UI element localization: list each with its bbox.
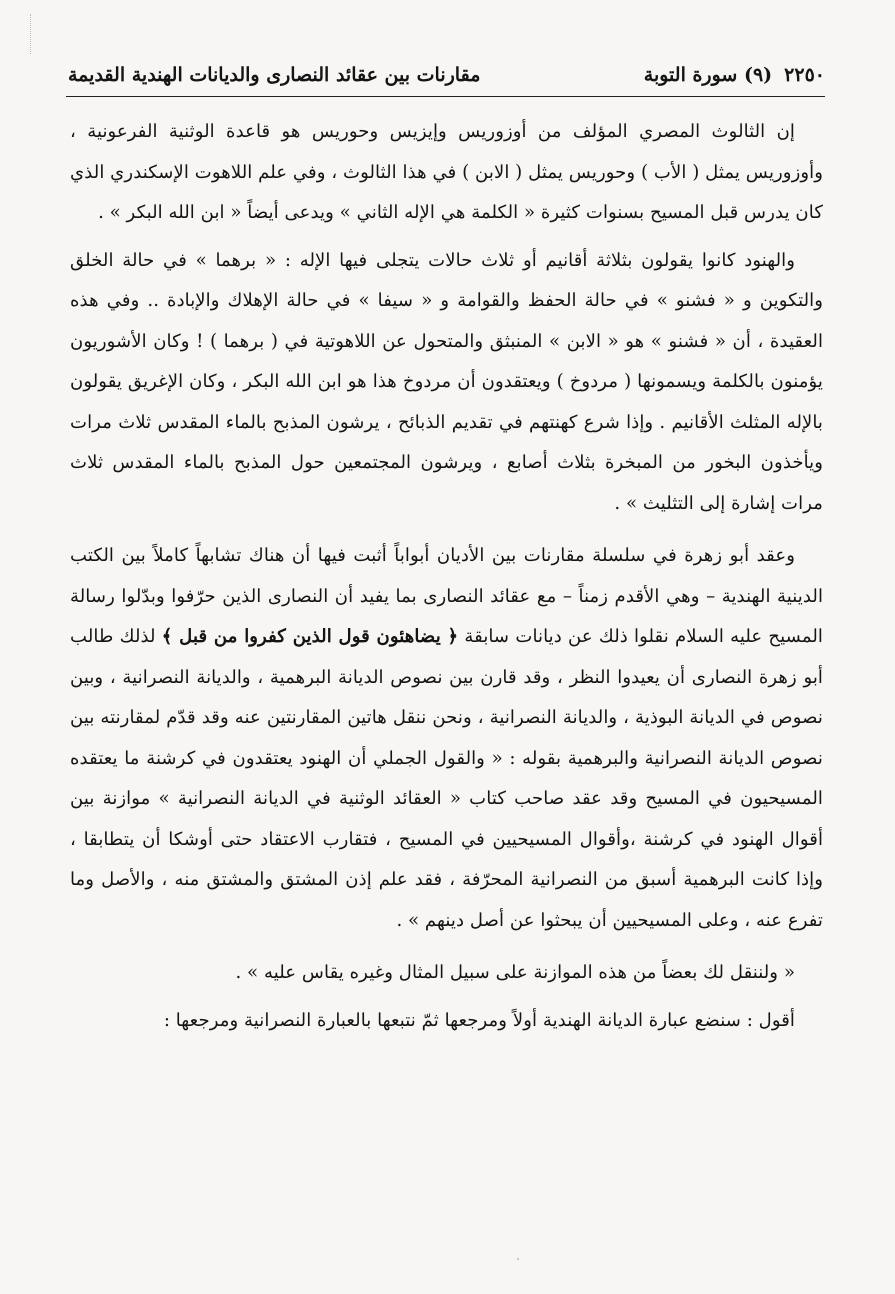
chapter-title: مقارنات بين عقائد النصارى والديانات الهندية القديمة [68, 64, 481, 86]
paragraph-5: أقول : سنضع عبارة الديانة الهندية أولاً ومرجعها ثمّ نتبعها بالعبارة النصرانية ومرجعها : [163, 1009, 795, 1031]
paragraph-3 [70, 536, 823, 941]
paragraph-2: والهنود كانوا يقولون بثلاثة أقانيم أو ثلاث حالات يتجلى فيها الإله : « برهما » في حالة الخلق والتكوين و « فشنو » في حالة الحفظ والقوامة و « سيفا » في حالة الإهلاك والإبادة .. وفي هذه العقيدة ، أن « فشنو » هو « الابن » المنبثق والمتحول عن اللاهوتية في ( برهما ) ! وكان الأشوريون يؤمنون بالكلمة ويسمونها ( مردوخ ) ويعتقدون أن مردوخ هذا هو ابن الله البكر ، وكان الإغريق يقولون بالإله المثلث الأقانيم . وإذا شرع كهنتهم في تقديم الذبائح ، يرشون المذبح بالماء المقدس ثلاث مرات ويأخذون البخور من المبخرة بثلاث أصابع ، ويرشون المجتمعين حول المذبح بالماء المقدس ثلاث مرات إشارة إلى التثليث » . [70, 249, 823, 514]
page-body [70, 112, 823, 1048]
running-header [68, 58, 825, 92]
scan-edge-marks [30, 14, 37, 54]
scan-speck [517, 1258, 519, 1260]
paragraph-3-before: وعقد أبو زهرة في سلسلة مقارنات بين الأديان أبواباً أثبت فيها أن هناك تشابهاً كاملاً بين الكتب الدينية الهندية – وهي الأقدم زمناً – مع عقائد النصارى بما يفيد أن النصارى الذين حرّفوا وبدّلوا رسالة المسيح عليه السلام نقلوا ذلك عن ديانات سابقة [70, 545, 823, 647]
surah-label: (٩) سورة التوبة [643, 64, 773, 86]
paragraph-4: « ولننقل لك بعضاً من هذه الموازنة على سبيل المثال وغيره يقاس عليه » . [235, 962, 795, 983]
page-number: ٢٢٥٠ [784, 64, 825, 86]
header-page-info [644, 64, 825, 86]
paragraph-3-after: لذلك طالب أبو زهرة النصارى أن يعيدوا النظر ، وقد قارن بين نصوص الديانة البرهمية ، والديانة النصرانية ، وبين نصوص في الديانة البوذية ، والديانة النصرانية ، ونحن ننقل هاتين المقارنتين عنه وقد قدّم لمقارنته بين نصوص الديانة النصرانية والبرهمية بقوله : « والقول الجملي أن الهنود يعتقدون في كرشنة ما يعتقده المسيحيون في المسيح وقد عقد صاحب كتاب « العقائد الوثنية في الديانة النصرانية » موازنة بين أقوال الهنود في كرشنة ،وأقوال المسيحيين في المسيح ، فتقارب الاعتقاد حتى أوشكا أن يتطابقا ، وإذا كانت البرهمية أسبق من النصرانية المحرّفة ، فقد علم إذن المشتق والمشتق منه ، والأصل وما تفرع عنه ، وعلى المسيحيين أن يبحثوا عن أصل دينهم » . [70, 626, 823, 931]
quran-quote: ﴿ يضاهئون قول الذين كفروا من قبل ﴾ [161, 626, 459, 647]
header-divider [66, 96, 825, 97]
paragraph-1: إن الثالوث المصري المؤلف من أوزوريس وإيزيس وحوريس هو قاعدة الوثنية الفرعونية ، وأوزوريس يمثل ( الأب ) وحوريس يمثل ( الابن ) في هذا الثالوث ، وفي علم اللاهوت الإسكندري الذي كان يدرس قبل المسيح بسنوات كثيرة « الكلمة هي الإله الثاني » ويدعى أيضاً « ابن الله البكر » . [70, 121, 823, 223]
